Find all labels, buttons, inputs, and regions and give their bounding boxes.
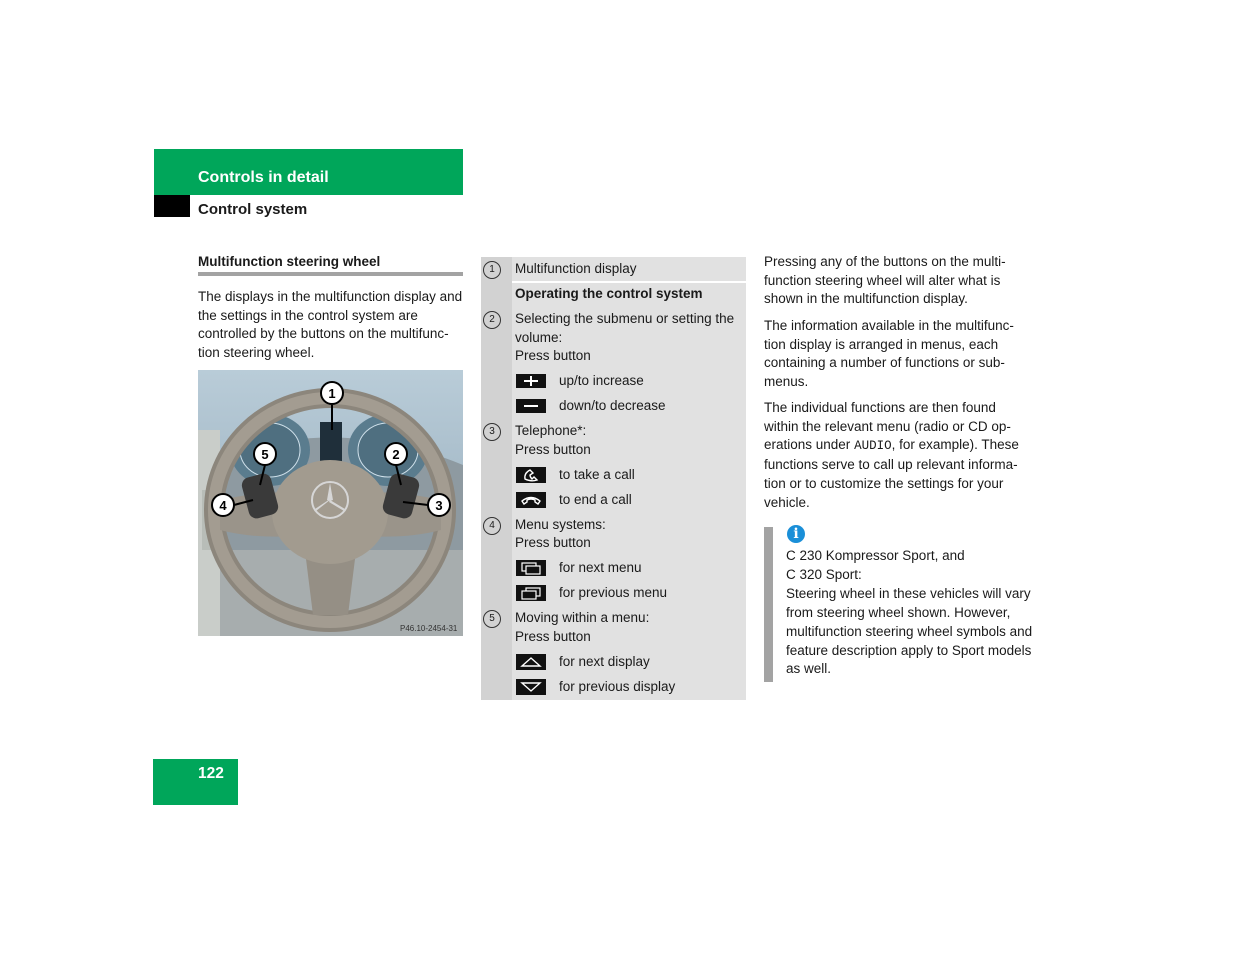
item-instruction: Press button — [515, 535, 591, 550]
item-instruction: Press button — [515, 348, 591, 363]
item-instruction: Press button — [515, 442, 591, 457]
item-number: 2 — [483, 311, 501, 329]
info-body: Steering wheel in these vehicles will vary from steering wheel shown. However, multifunction steering wheel symbols and feature description apply to Sport models as well. — [786, 585, 1033, 677]
info-note — [786, 547, 1036, 679]
section-title: Control system — [198, 201, 308, 218]
paragraph-1: Pressing any of the buttons on the multi-function steering wheel will alter what is shown in the multifunction display. — [764, 254, 1006, 307]
info-line: C 320 Sport: — [786, 566, 862, 582]
table-divider — [512, 281, 746, 283]
figure-code: P46.10-2454-31 — [400, 624, 458, 633]
next-menu-icon — [516, 560, 546, 576]
item-label: Multifunction display — [515, 261, 637, 276]
key-description: for next display — [559, 654, 650, 669]
item-number: 4 — [483, 517, 501, 535]
paragraph-3-start: The individual functions are then found within the relevant menu (radio or CD op-erations under — [764, 400, 1011, 453]
item-instruction: Press button — [515, 629, 591, 644]
key-description: up/to increase — [559, 373, 644, 388]
subsection-title: Multifunction steering wheel — [198, 254, 463, 276]
key-description: to end a call — [559, 492, 632, 507]
info-line: C 230 Kompressor Sport, and — [786, 548, 965, 563]
item-number: 3 — [483, 423, 501, 441]
key-description: for previous menu — [559, 585, 668, 600]
steering-wheel-figure — [198, 370, 463, 636]
item-label: Menu systems: — [515, 517, 606, 532]
item-label: Telephone*: — [515, 423, 587, 438]
item-label: Moving within a menu: — [515, 610, 650, 625]
figure-callout-2: 2 — [392, 447, 400, 462]
figure-callout-3: 3 — [435, 498, 443, 513]
page-number-tab — [153, 759, 238, 805]
paragraph-2: The information available in the multifunc-tion display is arranged in menus, each containing a number of functions or sub-menus. — [764, 318, 1014, 390]
page-number: 122 — [198, 765, 224, 782]
paragraph-3 — [764, 399, 1032, 512]
section-marker — [154, 195, 190, 217]
arrow-up-icon — [516, 654, 546, 670]
phone-hangup-icon — [516, 492, 546, 508]
item-label: Selecting the submenu or setting the volume: — [515, 311, 735, 345]
steering-wheel-illustration — [198, 370, 463, 636]
button-function-table — [481, 257, 746, 700]
figure-callout-4: 4 — [219, 498, 227, 513]
audio-menu-name: AUDIO — [854, 439, 892, 454]
arrow-down-icon — [516, 679, 546, 695]
chapter-title: Controls in detail — [198, 169, 329, 186]
table-heading: Operating the control system — [515, 286, 703, 301]
previous-menu-icon — [516, 585, 546, 601]
figure-callout-5: 5 — [261, 447, 269, 462]
intro-paragraph: The displays in the multifunction display and the settings in the control system are controlled by the buttons on the multifunc-tion steering wheel. — [198, 289, 463, 361]
item-number: 5 — [483, 610, 501, 628]
key-description: for next menu — [559, 560, 642, 575]
key-description: to take a call — [559, 467, 635, 482]
key-description: down/to decrease — [559, 398, 666, 413]
figure-callout-1: 1 — [328, 386, 336, 401]
plus-key-icon — [516, 374, 546, 388]
key-description: for previous display — [559, 679, 676, 694]
phone-pickup-icon — [516, 467, 546, 483]
info-icon: i — [787, 525, 805, 543]
item-number: 1 — [483, 261, 501, 279]
minus-key-icon — [516, 399, 546, 413]
info-box-bar — [764, 527, 773, 682]
paragraph-3-end: , for example). These functions serve to call up relevant informa-tion or to customize the settings for your vehicle. — [764, 437, 1019, 510]
